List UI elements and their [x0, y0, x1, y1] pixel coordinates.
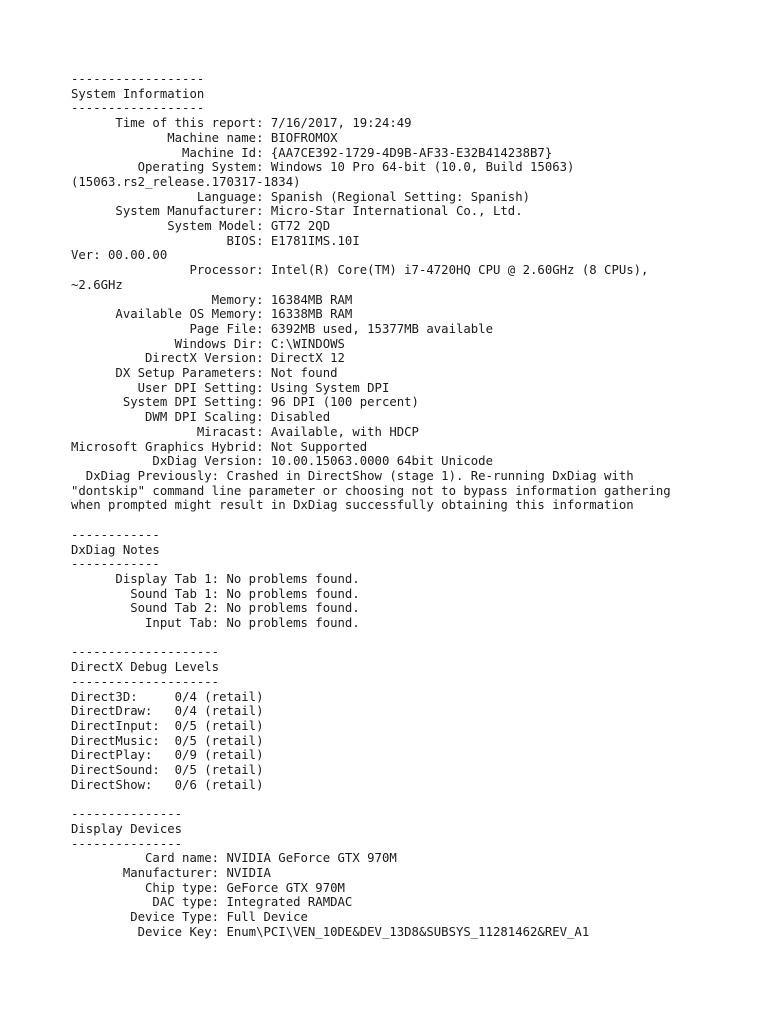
report-line: DirectMusic: 0/5 (retail) — [71, 733, 264, 748]
report-line: ------------ — [71, 557, 160, 572]
report-line: Device Key: Enum\PCI\VEN_10DE&DEV_13D8&SUBSYS_11281462&REV_A1 — [71, 924, 590, 939]
report-line: Manufacturer: NVIDIA — [71, 865, 271, 880]
report-line: System Manufacturer: Micro-Star International Co., Ltd. — [71, 204, 523, 219]
report-line: --------------- — [71, 807, 183, 822]
report-line: Ver: 00.00.00 — [71, 248, 168, 263]
report-line: Sound Tab 2: No problems found. — [71, 601, 360, 616]
section-title-directx-debug-levels: DirectX Debug Levels — [71, 660, 220, 675]
report-line: DX Setup Parameters: Not found — [71, 366, 338, 381]
report-line: Direct3D: 0/4 (retail) — [71, 689, 264, 704]
section-title-display-devices: Display Devices — [71, 821, 183, 836]
report-line: Sound Tab 1: No problems found. — [71, 586, 360, 601]
report-line: -------------------- — [71, 674, 220, 689]
report-line: Microsoft Graphics Hybrid: Not Supported — [71, 439, 368, 454]
report-line: DirectSound: 0/5 (retail) — [71, 763, 264, 778]
report-line: ------------------ — [71, 101, 205, 116]
report-line: Time of this report: 7/16/2017, 19:24:49 — [71, 116, 412, 131]
report-line: DirectDraw: 0/4 (retail) — [71, 704, 264, 719]
report-line: Memory: 16384MB RAM — [71, 292, 353, 307]
report-line: DirectPlay: 0/9 (retail) — [71, 748, 264, 763]
section-title-dxdiag-notes: DxDiag Notes — [71, 542, 160, 557]
report-line: Operating System: Windows 10 Pro 64-bit (10.0, Build 15063) — [71, 160, 575, 175]
report-line: -------------------- — [71, 645, 220, 660]
report-line: when prompted might result in DxDiag successfully obtaining this information — [71, 498, 634, 513]
report-line: BIOS: E1781IMS.10I — [71, 233, 360, 248]
report-line: Chip type: GeForce GTX 970M — [71, 880, 345, 895]
section-title-system-information: System Information — [71, 86, 205, 101]
report-line: Machine Id: {AA7CE392-1729-4D9B-AF33-E32B414238B7} — [71, 145, 553, 160]
report-line: Language: Spanish (Regional Setting: Spanish) — [71, 189, 531, 204]
report-line: DirectInput: 0/5 (retail) — [71, 718, 264, 733]
report-line: Available OS Memory: 16338MB RAM — [71, 307, 353, 322]
report-line: Page File: 6392MB used, 15377MB available — [71, 321, 493, 336]
report-line: Windows Dir: C:\WINDOWS — [71, 336, 345, 351]
report-line: Machine name: BIOFROMOX — [71, 130, 338, 145]
report-line: DirectShow: 0/6 (retail) — [71, 777, 264, 792]
report-line: (15063.rs2_release.170317-1834) — [71, 174, 301, 189]
report-line: Display Tab 1: No problems found. — [71, 571, 360, 586]
report-line: Processor: Intel(R) Core(TM) i7-4720HQ CPU @ 2.60GHz (8 CPUs), — [71, 263, 649, 278]
report-line: "dontskip" command line parameter or choosing not to bypass information gathering — [71, 483, 671, 498]
report-line: System Model: GT72 2QD — [71, 219, 331, 234]
report-line: DxDiag Previously: Crashed in DirectShow (stage 1). Re-running DxDiag with — [71, 468, 634, 483]
report-line: DxDiag Version: 10.00.15063.0000 64bit Unicode — [71, 454, 493, 469]
report-line: DirectX Version: DirectX 12 — [71, 351, 345, 366]
report-line: Card name: NVIDIA GeForce GTX 970M — [71, 851, 397, 866]
report-line: System DPI Setting: 96 DPI (100 percent) — [71, 395, 419, 410]
report-line: Device Type: Full Device — [71, 910, 308, 925]
report-line: Input Tab: No problems found. — [71, 616, 360, 631]
report-line: DAC type: Integrated RAMDAC — [71, 895, 353, 910]
dxdiag-report — [71, 72, 671, 939]
report-line: ~2.6GHz — [71, 277, 123, 292]
report-line: DWM DPI Scaling: Disabled — [71, 410, 331, 425]
report-line: Miracast: Available, with HDCP — [71, 424, 419, 439]
report-line: User DPI Setting: Using System DPI — [71, 380, 390, 395]
report-line: --------------- — [71, 836, 183, 851]
report-line: ------------------ — [71, 72, 205, 86]
report-line: ------------ — [71, 527, 160, 542]
